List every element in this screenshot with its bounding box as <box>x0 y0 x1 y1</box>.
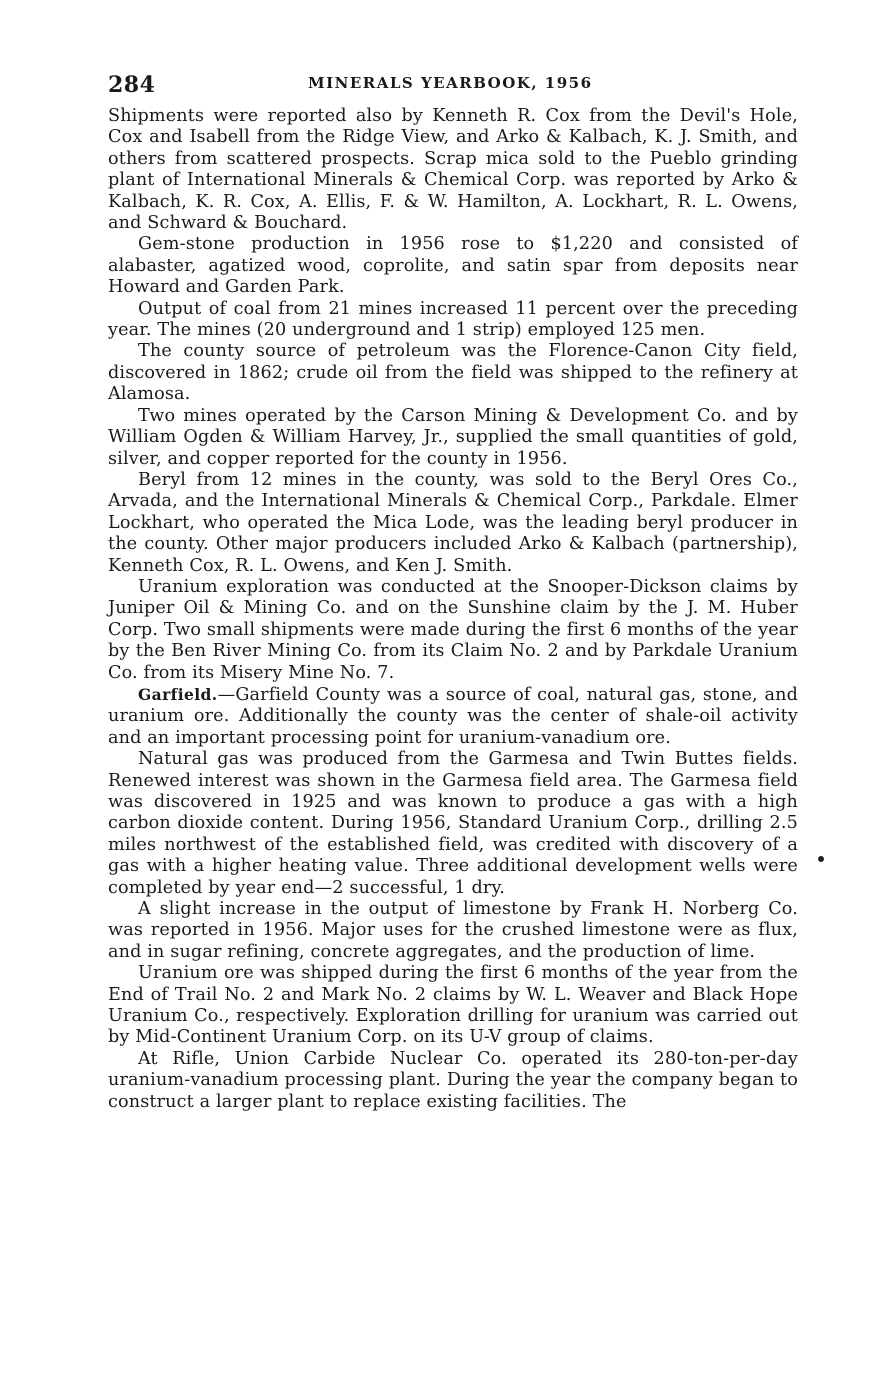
document-page <box>108 66 798 1113</box>
paragraph-coal: Output of coal from 21 mines increased 11 percent over the preceding year. The mines (20 underground and 1 strip) employed 125 men. <box>108 298 798 341</box>
paragraph-garfield <box>108 684 798 749</box>
paragraph-beryl: Beryl from 12 mines in the county, was sold to the Beryl Ores Co., Arvada, and the International Minerals & Chemical Corp., Parkdale. Elmer Lockhart, who operated the Mica Lode, was the leading beryl producer in the county. Other major producers included Arko & Kalbach (partnership), Kenneth Cox, R. L. Owens, and Ken J. Smith. <box>108 469 798 576</box>
paragraph-natural-gas: Natural gas was produced from the Garmesa and Twin Buttes fields. Renewed interest was shown in the Garmesa field area. The Garmesa field was discovered in 1925 and was known to produce a gas with a high carbon dioxide content. During 1956, Standard Uranium Corp., drilling 2.5 miles northwest of the established field, was credited with discovery of a gas with a higher heating value. Three additional development wells were completed by year end—2 successful, 1 dry. <box>108 749 798 898</box>
margin-ink-dot <box>818 856 824 862</box>
body-text <box>108 106 798 1113</box>
running-title: MINERALS YEARBOOK, 1956 <box>308 74 593 92</box>
paragraph-limestone: A slight increase in the output of limestone by Frank H. Norberg Co. was reported in 1956. Major uses for the crushed limestone were as flux, and in sugar refining, concrete aggregates, and the production of lime. <box>108 899 798 962</box>
paragraph-uranium-exploration: Uranium exploration was conducted at the Snooper-Dickson claims by Juniper Oil & Mining Co. and on the Sunshine claim by the J. M. Huber Corp. Two small shipments were made during the first 6 months of the year by the Ben River Mining Co. from its Claim No. 2 and by Parkdale Uranium Co. from its Misery Mine No. 7. <box>108 576 798 683</box>
county-heading-garfield: Garfield. <box>138 684 218 704</box>
garfield-intro-text: —Garfield County was a source of coal, natural gas, stone, and uranium ore. Additionally the county was the center of shale-oil activity and an important processing point for uranium-vanadium ore. <box>108 684 798 748</box>
paragraph-mica-shipments: Shipments were reported also by Kenneth R. Cox from the Devil's Hole, Cox and Isabell from the Ridge View, and Arko & Kalbach, K. J. Smith, and others from scattered prospects. Scrap mica sold to the Pueblo grinding plant of International Minerals & Chemical Corp. was reported by Arko & Kalbach, K. R. Cox, A. Ellis, F. & W. Hamilton, A. Lockhart, R. L. Owens, and Schward & Bouchard. <box>108 106 798 234</box>
paragraph-gold-silver-copper: Two mines operated by the Carson Mining & Development Co. and by William Ogden & William Harvey, Jr., supplied the small quantities of gold, silver, and copper reported for the county in 1956. <box>108 405 798 469</box>
page-number: 284 <box>108 72 156 98</box>
paragraph-rifle-plant: At Rifle, Union Carbide Nuclear Co. operated its 280-ton-per-day uranium-vanadium processing plant. During the year the company began to construct a larger plant to replace existing facilities. The <box>108 1048 798 1112</box>
paragraph-petroleum: The county source of petroleum was the Florence-Canon City field, discovered in 1862; crude oil from the field was shipped to the refinery at Alamosa. <box>108 341 798 405</box>
paragraph-uranium-ore: Uranium ore was shipped during the first 6 months of the year from the End of Trail No. 2 and Mark No. 2 claims by W. L. Weaver and Black Hope Uranium Co., respectively. Exploration drilling for uranium was carried out by Mid-Continent Uranium Corp. on its U-V group of claims. <box>108 963 798 1048</box>
paragraph-gem-stone: Gem-stone production in 1956 rose to $1,220 and consisted of alabaster, agatized wood, coprolite, and satin spar from deposits near Howard and Garden Park. <box>108 234 798 298</box>
running-header <box>108 66 798 106</box>
